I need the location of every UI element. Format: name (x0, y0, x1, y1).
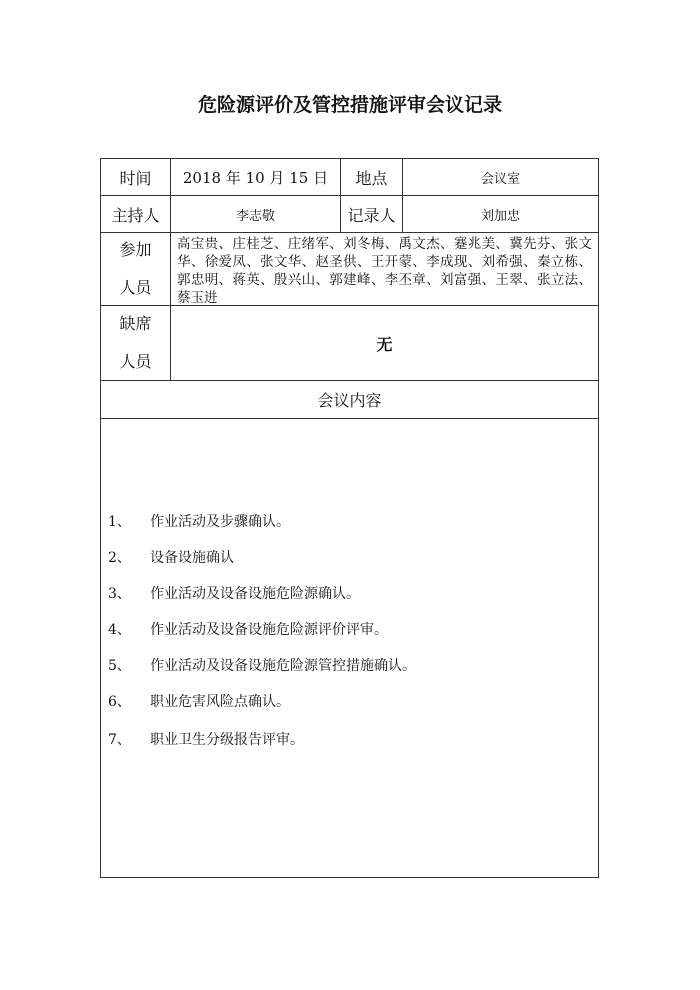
time-value: 2018 年 10 月 15 日 (170, 158, 341, 196)
absent-label-line2: 人员 (119, 352, 152, 371)
absent-label-line1: 缺席 (119, 314, 152, 333)
item-text: 作业活动及步骤确认。 (150, 514, 290, 530)
content-item (108, 619, 388, 639)
content-item (108, 547, 234, 567)
attendees-label-line1: 参加 (119, 240, 152, 259)
content-item (108, 655, 416, 675)
content-item (108, 691, 290, 711)
document-title: 危险源评价及管控措施评审会议记录 (197, 94, 502, 116)
item-number: 6、 (108, 694, 131, 710)
item-text: 作业活动及设备设施危险源管控措施确认。 (150, 658, 416, 674)
item-text: 职业卫生分级报告评审。 (150, 732, 304, 748)
item-number: 5、 (108, 658, 131, 674)
item-text: 职业危害风险点确认。 (150, 694, 290, 710)
time-label: 时间 (100, 158, 171, 196)
item-number: 3、 (108, 586, 131, 602)
content-header: 会议内容 (100, 380, 599, 419)
recorder-label: 记录人 (340, 195, 403, 233)
recorder-value: 刘加忠 (402, 195, 599, 233)
attendees-value: 高宝贵、庄桂芝、庄绪军、刘冬梅、禹文杰、蹇兆美、冀先芬、张文华、徐爱凤、张文华、赵圣供、王开蒙、李成现、刘希强、秦立栋、郭忠明、蒋英、殷兴山、郭建峰、李丕章、刘富强、王翠、张立法、蔡玉进 (170, 232, 599, 306)
item-text: 作业活动及设备设施危险源评价评审。 (150, 622, 388, 638)
host-label: 主持人 (100, 195, 171, 233)
content-body (100, 418, 599, 878)
host-value: 李志敬 (170, 195, 341, 233)
place-label: 地点 (340, 158, 403, 196)
attendees-label-line2: 人员 (119, 278, 152, 297)
absent-label (100, 305, 171, 381)
item-number: 7、 (108, 732, 131, 748)
absent-value: 无 (170, 305, 599, 381)
item-number: 1、 (108, 514, 131, 530)
attendees-label (100, 232, 171, 306)
item-number: 2、 (108, 550, 131, 566)
item-number: 4、 (108, 622, 131, 638)
content-item (108, 583, 360, 603)
item-text: 作业活动及设备设施危险源确认。 (150, 586, 360, 602)
place-value: 会议室 (402, 158, 599, 196)
content-item (108, 729, 304, 749)
content-item (108, 511, 290, 531)
item-text: 设备设施确认 (150, 550, 234, 566)
